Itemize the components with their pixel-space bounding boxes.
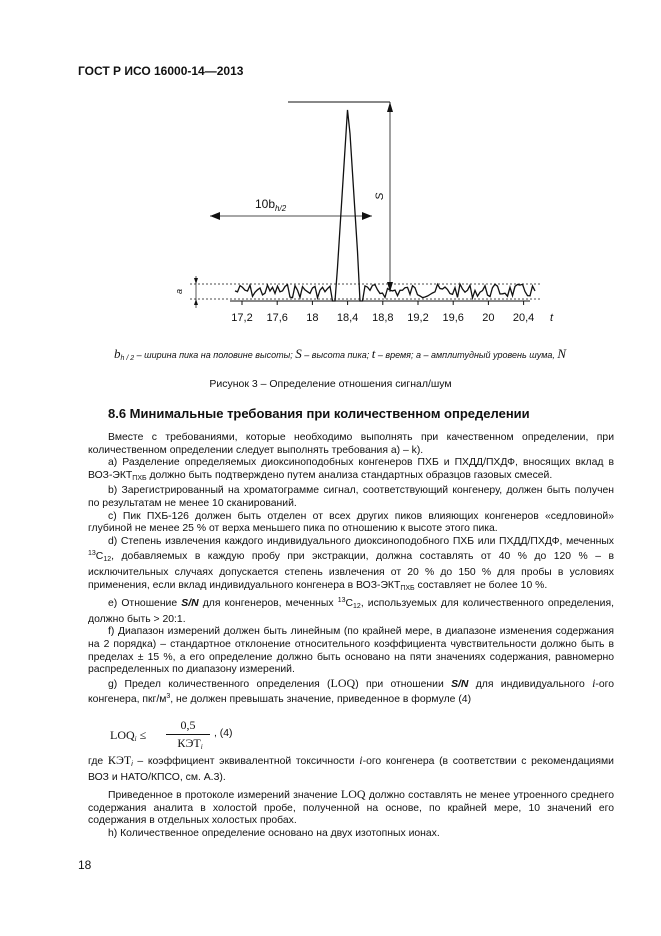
paragraph-intro: Вместе с требованиями, которые необходимо выполнять при качественном определении, при количественном определении следует выполнять требования а) – k). [88,432,614,456]
paragraph-h: h) Количественное определение основано на двух изотопных ионах. [108,827,440,839]
x-tick-label: 18 [306,312,319,324]
peak-height-label: S [374,192,386,200]
noise-amplitude-label: a [174,288,184,294]
x-axis-symbol: t [550,312,554,324]
x-tick-label: 18,8 [372,312,394,324]
section-title: 8.6 Минимальные требования при количественном определении [108,406,530,421]
x-tick-label: 20 [482,312,495,324]
paragraph-where: где $КЭТ_i$ – коэффициент эквивалентной токсичности i-ого конгенера (в соответствии с рекомендациями ВОЗ и НАТО/КПСО, см. А.3). [88,753,614,783]
x-axis-tick-labels [231,312,534,324]
width-label: $10b_{h/2}$ [255,197,287,213]
figure-caption: Рисунок 3 – Определение отношения сигнал/шум [209,378,452,390]
x-tick-label: 20,4 [512,312,535,324]
body-text-continued [88,754,614,841]
paragraph-a: а) Разделение определяемых диоксиноподобных конгенеров ПХБ и ПХДД/ПХДФ, вносящих вклад в ВОЗ-$ЭКТ_{ПХБ}$ должно быть подтверждено путем анализа стандартных образцов газовых смесей. [88,457,614,482]
figure-legend: $b_{h / 2}$ – ширина пика на половине высоты; S – высота пика; t – время; a – амплитудный уровень шума, N [114,346,567,362]
page-number: 18 [78,858,92,872]
document-header: ГОСТ Р ИСО 16000-14—2013 [78,64,244,78]
paragraph-loq: Приведенное в протоколе измерений значение LOQ должно составлять не менее утроенного среднего содержания аналита в холостой пробе, полученной на основе, по крайней мере, 10 значений его содержания в отдельных холостых пробах. [88,787,614,827]
paragraph-e: е) Отношение S/N для конгенеров, меченных $^{13}C_{12}$, используемых для количественного определения, должно быть > 20:1. [88,597,614,625]
x-tick-label: 17,6 [266,312,288,324]
x-tick-label: 19,2 [407,312,429,324]
paragraph-c: с) Пик ПХБ-126 должен быть отделен от всех других пиков влияющих конгенеров «седловиной» глубиной не менее 25 % от верха меньшего пика по отношению к высоте этого пика. [88,510,614,535]
x-tick-label: 17,2 [231,312,253,324]
paragraph-g: g) Предел количественного определения (LOQ) при отношении S/N для индивидуального i-ого конгенера, пкг/$м^3$, не должен превышать значение, приведенное в формуле (4) [88,675,614,706]
signal-noise-figure [160,96,580,328]
paragraph-b: b) Зарегистрированный на хроматограмме сигнал, соответствующий конгенеру, должен быть получен по результатам не менее 10 сканирований. [88,485,614,509]
x-axis-ticks [242,301,524,305]
paragraph-d: d) Степень извлечения каждого индивидуального диоксиноподобного ПХБ или ПХДД/ПХДФ, меченных $^{13}C_{12}$, добавляемых в каждую пробу при экстракции, должна составлять от 40 % до 120 % – в исключительных случаях допускается степень извлечения от 20 % до 150 % для пробы в условиях применения, если вклад индивидуального конгенера в ВОЗ-$ЭКТ_{ПХБ}$ составляет не более 10 %. [88,535,614,592]
x-tick-label: 18,4 [336,312,359,324]
paragraph-f: f) Диапазон измерений должен быть линейным (по крайней мере, в диапазоне изменения содержания на 2 порядка) – стандартное отклонение относительного коэффициента чувствительности должно быть в пределах ± 15 %, а его определение должно быть основано на пяти значениях содержания, равномерно распределенных по диапазону измерений. [88,626,614,676]
formula-4: $LOQ_i$ ≤ 0,5 $КЭТ_i$ , (4) [110,718,233,751]
body-text [88,432,614,707]
x-tick-label: 19,6 [442,312,464,324]
